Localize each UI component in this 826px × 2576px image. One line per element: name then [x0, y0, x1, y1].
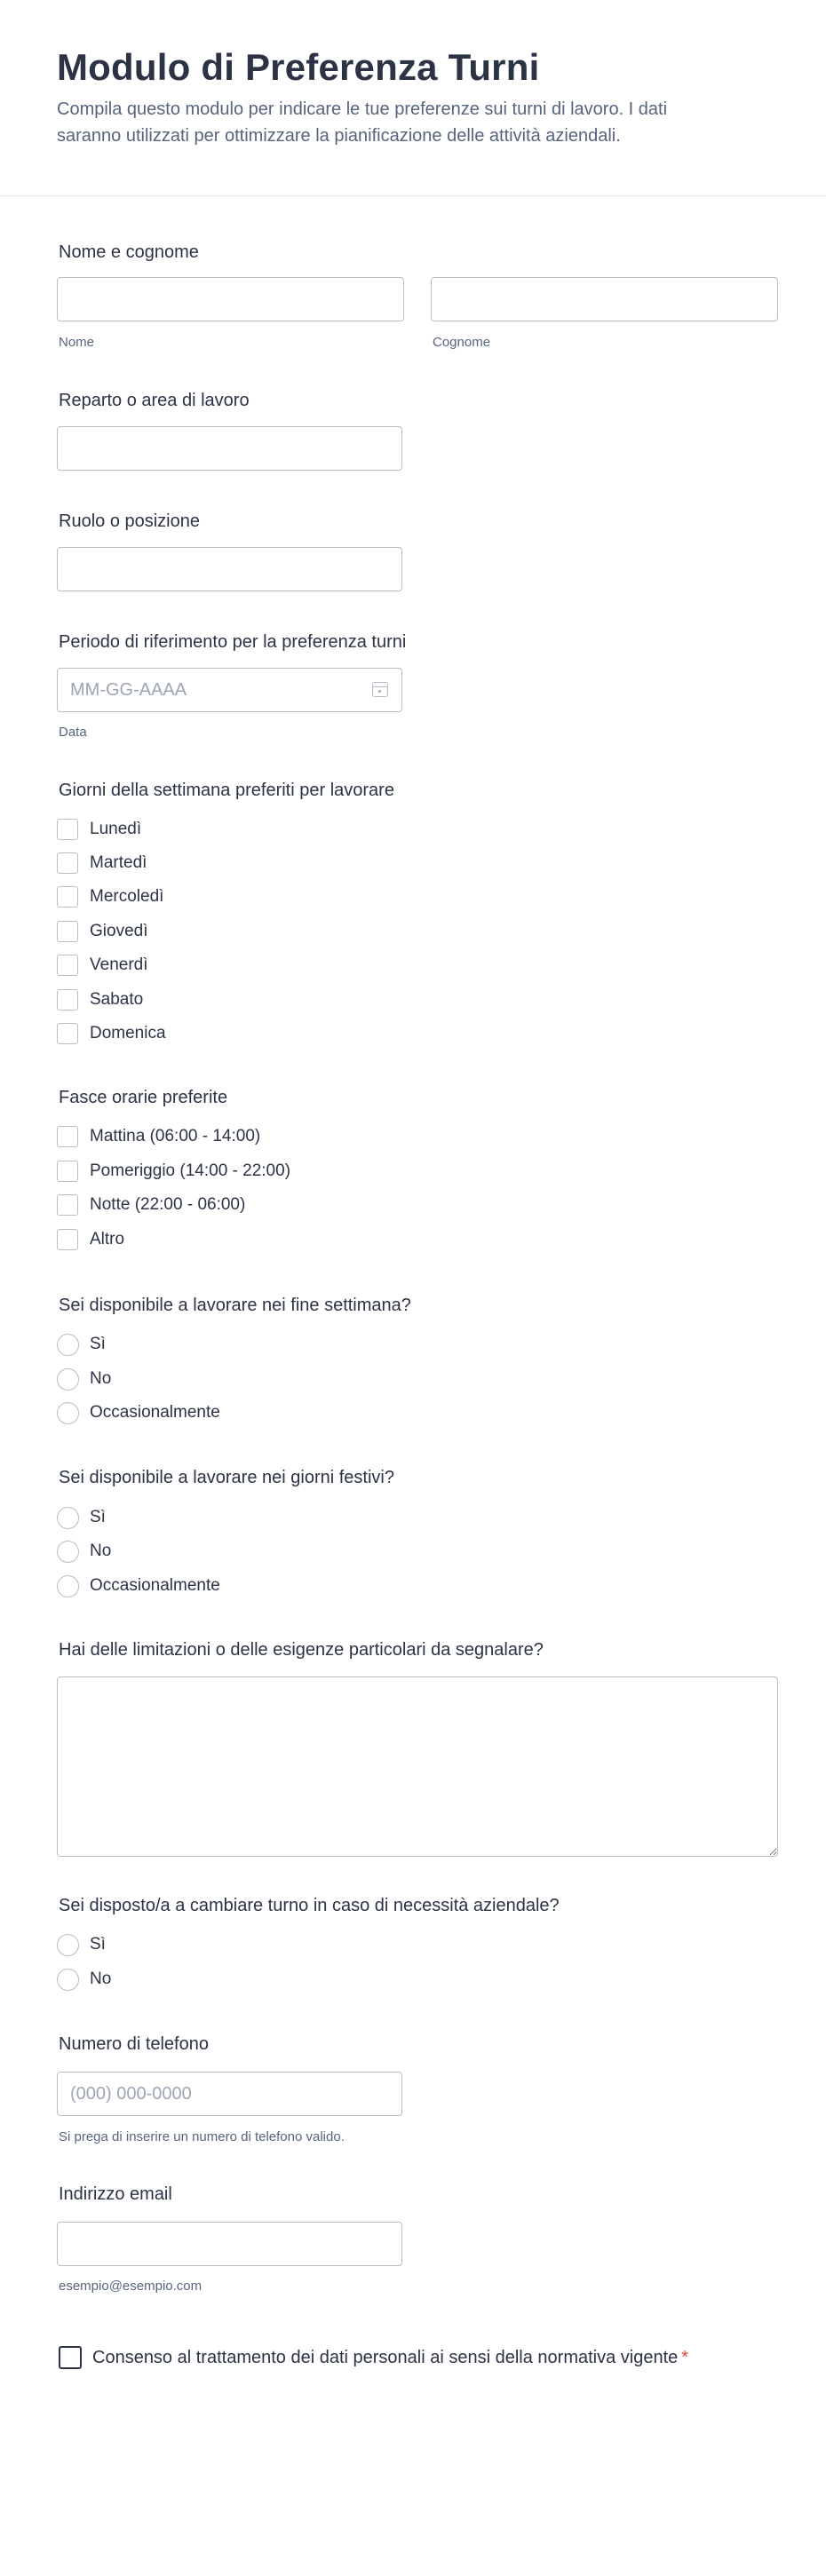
checkbox[interactable]: [57, 1023, 78, 1044]
consent-label: Consenso al trattamento dei dati personali ai sensi della normativa vigente *: [92, 2348, 689, 2367]
checkbox[interactable]: [57, 955, 78, 976]
radio-button[interactable]: [57, 1934, 79, 1956]
checkbox[interactable]: [57, 1126, 78, 1147]
radio-button[interactable]: [57, 1334, 79, 1356]
period-label: Periodo di riferimento per la preferenza turni: [59, 632, 407, 652]
required-mark: *: [681, 2348, 689, 2367]
radio-button[interactable]: [57, 1402, 79, 1424]
checkbox[interactable]: [57, 819, 78, 840]
weekends-label: Sei disponibile a lavorare nei fine settimana?: [59, 1296, 411, 1315]
last-name-sublabel: Cognome: [433, 335, 491, 350]
checkbox[interactable]: [57, 1229, 78, 1250]
email-sublabel: esempio@esempio.com: [59, 2279, 203, 2294]
email-input[interactable]: [57, 2222, 402, 2266]
date-input[interactable]: [57, 668, 402, 712]
name-label: Nome e cognome: [59, 242, 199, 262]
holidays-label: Sei disponibile a lavorare nei giorni festivi?: [59, 1468, 394, 1487]
radio-button[interactable]: [57, 1507, 79, 1529]
phone-label: Numero di telefono: [59, 2034, 209, 2054]
checkbox[interactable]: [57, 921, 78, 942]
checkbox[interactable]: [57, 1194, 78, 1216]
date-sublabel: Data: [59, 725, 87, 740]
radio-button[interactable]: [57, 1368, 79, 1391]
checkbox[interactable]: [57, 989, 78, 1011]
first-name-sublabel: Nome: [59, 335, 95, 350]
calendar-icon[interactable]: [372, 682, 388, 697]
phone-sublabel: Si prega di inserire un numero di telefono valido.: [59, 2129, 345, 2144]
department-label: Reparto o area di lavoro: [59, 391, 250, 410]
time-slots-label: Fasce orarie preferite: [59, 1088, 228, 1107]
shift-change-label: Sei disposto/a a cambiare turno in caso di necessità aziendale?: [59, 1896, 560, 1915]
form-title: Modulo di Preferenza Turni: [57, 46, 540, 88]
checkbox[interactable]: [57, 852, 78, 874]
checkbox[interactable]: [57, 1161, 78, 1182]
phone-input[interactable]: [57, 2072, 402, 2116]
role-label: Ruolo o posizione: [59, 511, 200, 531]
form-header: [0, 0, 826, 196]
days-label: Giorni della settimana preferiti per lavorare: [59, 781, 394, 800]
radio-button[interactable]: [57, 1541, 79, 1563]
first-name-input[interactable]: [57, 277, 404, 321]
limitations-textarea[interactable]: [57, 1676, 778, 1857]
checkbox[interactable]: [57, 886, 78, 908]
form-description: Compila questo modulo per indicare le tue preferenze sui turni di lavoro. I dati saranno utilizzati per ottimizzare la pianificazione delle attività aziendali.: [57, 99, 668, 146]
email-label: Indirizzo email: [59, 2184, 172, 2204]
last-name-input[interactable]: [431, 277, 778, 321]
limitations-label: Hai delle limitazioni o delle esigenze particolari da segnalare?: [59, 1640, 544, 1660]
role-input[interactable]: [57, 547, 402, 591]
radio-button[interactable]: [57, 1575, 79, 1597]
radio-button[interactable]: [57, 1969, 79, 1991]
department-input[interactable]: [57, 426, 402, 471]
